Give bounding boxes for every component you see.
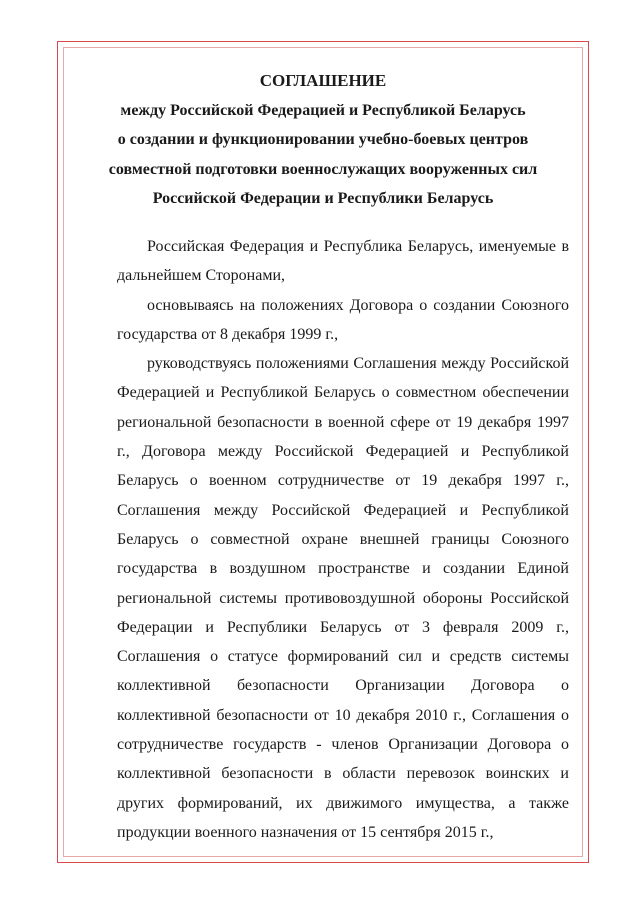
document-body [117,232,569,847]
subtitle-line-3: совместной подготовки военнослужащих вооруженных сил [108,160,538,178]
paragraph-guided-by: руководствуясь положениями Соглашения между Российской Федерацией и Республикой Беларусь о совместном обеспечении региональной безопасности в военной сфере от 19 декабря 1997 г., Договора между Российской Федерацией и Республикой Беларусь о военном сотрудничестве от 19 декабря 1997 г., Соглашения между Российской Федерацией и Республикой Беларусь о совместной охране внешней границы Союзного государства в воздушном пространстве и создании Единой региональной системы противовоздушной обороны Российской Федерации и Республики Беларусь от 3 февраля 2009 г., Соглашения о статусе формирований сил и средств системы коллективной безопасности Организации Договора о коллективной безопасности от 10 декабря 2010 г., Соглашения о сотрудничестве государств - членов Организации Договора о коллективной безопасности в области перевозок воинских и других формирований, их движимого имущества, а также продукции военного назначения от 15 сентября 2015 г., [117,355,569,841]
document-title: СОГЛАШЕНИЕ [259,71,387,90]
subtitle-line-4: Российской Федерации и Республики Беларусь [152,190,494,207]
subtitle-line-1: между Российской Федерацией и Республикой Беларусь [120,101,526,119]
paragraph-parties: Российская Федерация и Республика Беларусь, именуемые в дальнейшем Сторонами, [117,238,569,285]
subtitle-line-2: о создании и функционировании учебно-боевых центров [117,131,529,148]
paragraph-based-on: основываясь на положениях Договора о создании Союзного государства от 8 декабря 1999 г., [117,296,569,343]
document-header [90,66,556,214]
